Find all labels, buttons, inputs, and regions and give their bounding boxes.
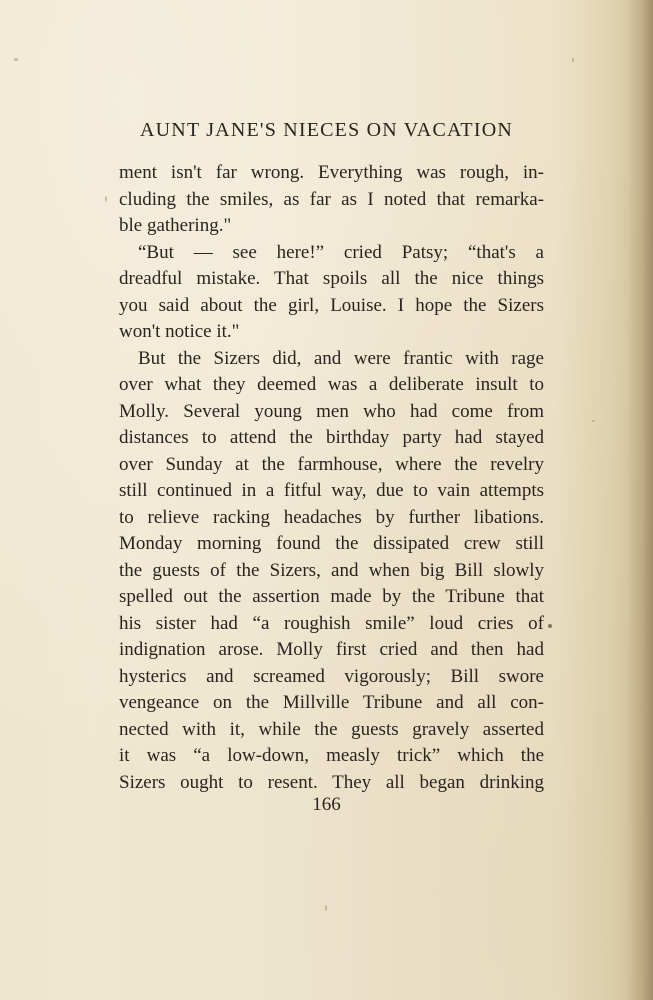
text-line: cluding the smiles, as far as I noted that remarka- (119, 188, 544, 210)
text-line: ment isn't far wrong. Everything was rough, in- (119, 162, 544, 183)
paper-speck (548, 624, 552, 628)
text-line: spelled out the assertion made by the Tribune that (119, 586, 544, 607)
paper-speck (592, 420, 595, 422)
text-line: indignation arose. Molly first cried and then had (119, 639, 544, 660)
text-line: “But — see here!” cried Patsy; “that's a (138, 241, 544, 263)
text-line: over Sunday at the farmhouse, where the revelry (119, 453, 544, 475)
text-line: the guests of the Sizers, and when big Bill slowly (119, 559, 544, 581)
text-line: still continued in a fitful way, due to vain attempts (119, 480, 544, 501)
text-line: distances to attend the birthday party had stayed (119, 427, 544, 448)
text-line: Sizers ought to resent. They all began drinking (119, 771, 544, 793)
page-number: 166 (312, 794, 341, 815)
text-line: it was “a low-down, measly trick” which the (119, 745, 544, 766)
page-edge-shadow (627, 0, 653, 1000)
text-line: vengeance on the Millville Tribune and all con- (119, 692, 544, 713)
paper-speck (14, 58, 18, 61)
text-line: won't notice it." (119, 321, 240, 342)
text-line: dreadful mistake. That spoils all the nice things (119, 268, 544, 289)
running-head: AUNT JANE'S NIECES ON VACATION (140, 119, 513, 141)
text-line: nected with it, while the guests gravely asserted (119, 718, 544, 740)
body-text (119, 160, 544, 796)
text-line: hysterics and screamed vigorously; Bill swore (119, 665, 544, 687)
text-line: you said about the girl, Louise. I hope the Sizers (119, 294, 544, 316)
text-line: his sister had “a roughish smile” loud cries of (119, 612, 544, 634)
text-line: Monday morning found the dissipated crew still (119, 533, 544, 554)
text-line: over what they deemed was a deliberate insult to (119, 374, 544, 395)
text-line: But the Sizers did, and were frantic with rage (138, 347, 544, 369)
paper-speck (105, 196, 107, 202)
text-line: Molly. Several young men who had come from (119, 400, 544, 422)
text-line: to relieve racking headaches by further libations. (119, 506, 544, 528)
text-line: ble gathering." (119, 215, 232, 236)
paper-speck (325, 905, 327, 911)
paper-speck (572, 58, 574, 62)
